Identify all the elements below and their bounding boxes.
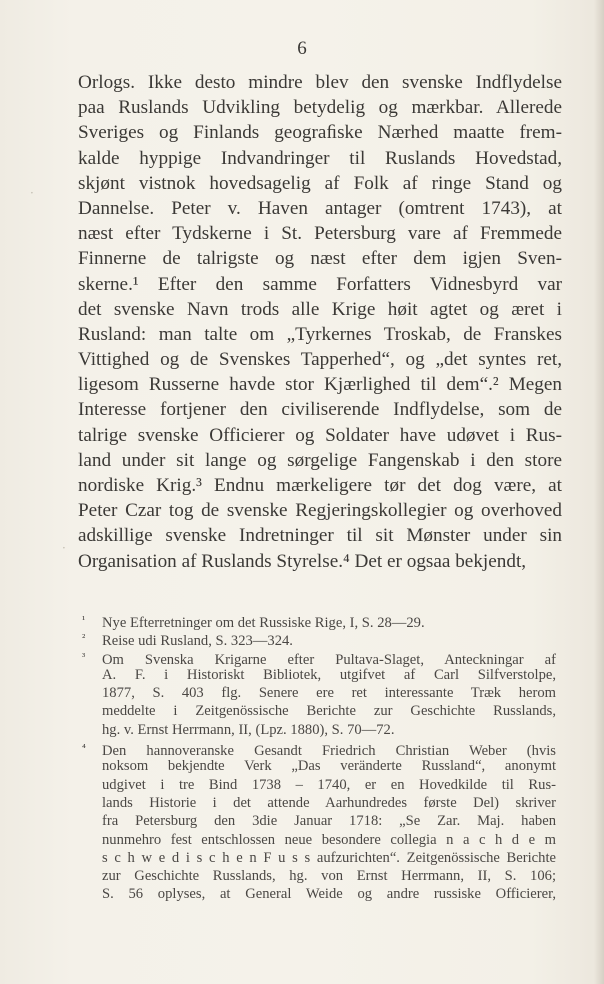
footnote-text: s c h w e d i s c h e n F u s s aufzurichten“. Zeitgenössische Berichte [102,849,556,866]
footnote-text: Om Svenska Krigarne efter Pultava-Slaget, Anteckningar af [102,651,556,668]
text-line: land under sit lange og sørgelige Fangenskab i den store [78,449,562,471]
footnote-line [82,794,556,812]
footnote-line [82,812,556,830]
footnote-text: A. F. i Historiskt Bibliotek, utgifvet af Carl Silfverstolpe, [102,666,556,683]
text-line: paa Ruslands Udvikling betydelig og mærkbar. Allerede [78,97,562,119]
footnote-marker: ¹ [82,614,86,626]
footnote-text: nunmehro fest entschlossen neue besondere collegia n a c h d e m [102,831,556,848]
footnote-text: Reise udi Rusland, S. 323—324. [102,633,293,650]
text-line: Sveriges og Finlands geograﬁske Nærhed maatte frem- [78,122,562,144]
footnote-line [82,721,556,739]
footnote-marker: ³ [82,650,86,663]
text-line: Finnerne de talrigste og næst efter dem igjen Sven- [78,248,562,270]
footnote-line [82,629,556,650]
footnote-text: udgivet i tre Bind 1738 – 1740, er en Hovedkilde til Rus- [102,776,556,793]
main-text [78,70,562,574]
text-line: det svenske Navn trods alle Krige høit agtet og æret i [78,298,562,320]
footnote-line [82,648,556,666]
margin-mark: · [62,541,66,555]
footnote-line [82,885,556,903]
footnote-line [82,867,556,885]
footnote-text: zur Geschichte Russlands, hg. von Ernst Herrmann, II, S. 106; [102,868,556,885]
footnote-line [82,831,556,849]
footnote-text: S. 56 oplyses, at General Weide og andre russiske Officierer, [102,886,556,903]
text-line: adskillige svenske Indretninger til sit Mønster under sin [78,525,562,547]
page-number: 6 [297,38,307,59]
text-line: nordiske Krig.³ Endnu mærkeligere tør det dog være, at [78,475,562,496]
text-line: skerne.¹ Efter den samme Forfatters Vidnesbyrd var [78,273,562,295]
footnote-line [82,776,556,794]
margin-mark: · [30,186,34,200]
footnote-marker: ² [82,632,86,645]
text-line: Dannelse. Peter v. Haven antager (omtrent 1743), at [78,197,562,219]
footnote-text: Nye Efterretninger om det Russiske Rige, I, S. 28—29. [102,615,425,631]
footnote-text: Den hannoveranske Gesandt Friedrich Christian Weber (hvis [102,743,556,760]
footnote-text: meddelte i Zeitgenössische Berichte zur Geschichte Russlands, [102,703,556,720]
footnote-line [82,849,556,867]
text-line: Rusland: man talte om „Tyrkernes Troskab, de Franskes [78,323,562,345]
text-line: næst efter Tydskerne i St. Petersburg vare af Fremmede [78,223,562,245]
footnote-line [82,702,556,720]
footnote-text: hg. v. Ernst Herrmann, II, (Lpz. 1880), S. 70—72. [102,721,395,738]
text-line: Interesse fortjener den civiliserende Indflydelse, som de [78,399,562,421]
text-line: kalde hyppige Indvandringer til Ruslands Hovedstad, [78,147,562,169]
footnote-line [82,739,556,760]
text-line: Peter Czar tog de svenske Regjeringskollegier og overhoved [78,500,562,522]
text-line: Organisation af Ruslands Styrelse.⁴ Det er ogsaa bekjendt, [78,550,527,572]
page-edge-shadow [594,0,604,984]
text-line: ligesom Russerne havde stor Kjærlighed til dem“.² Megen [78,374,562,396]
text-line: talrige svenske Officierer og Soldater have udøvet i Rus- [78,424,562,446]
text-line: Orlogs. Ikke desto mindre blev den svenske Indflydelse [78,72,562,93]
footnote-line [82,611,556,629]
text-line: skjønt vistnok hovedsagelig af Folk af ringe Stand og [78,172,562,194]
footnote-line [82,666,556,684]
footnote-line [82,757,556,775]
footnote-text: lands Historie i det attende Aarhundredes første Del) skriver [102,794,556,811]
footnote-line [82,684,556,702]
footnote-text: 1877, S. 403 flg. Senere ere ret interessante Træk herom [102,685,556,702]
footnote-text: fra Petersburg den 3die Januar 1718: „Se Zar. Maj. haben [102,813,556,830]
footnote-text: noksom bekjendte Verk „Das veränderte Russland“, anonymt [102,758,556,775]
footnote-marker: ⁴ [82,742,86,755]
text-line: Vittighed og de Svenskes Tapperhed“, og „det syntes ret, [78,349,562,371]
footnotes [82,611,556,904]
